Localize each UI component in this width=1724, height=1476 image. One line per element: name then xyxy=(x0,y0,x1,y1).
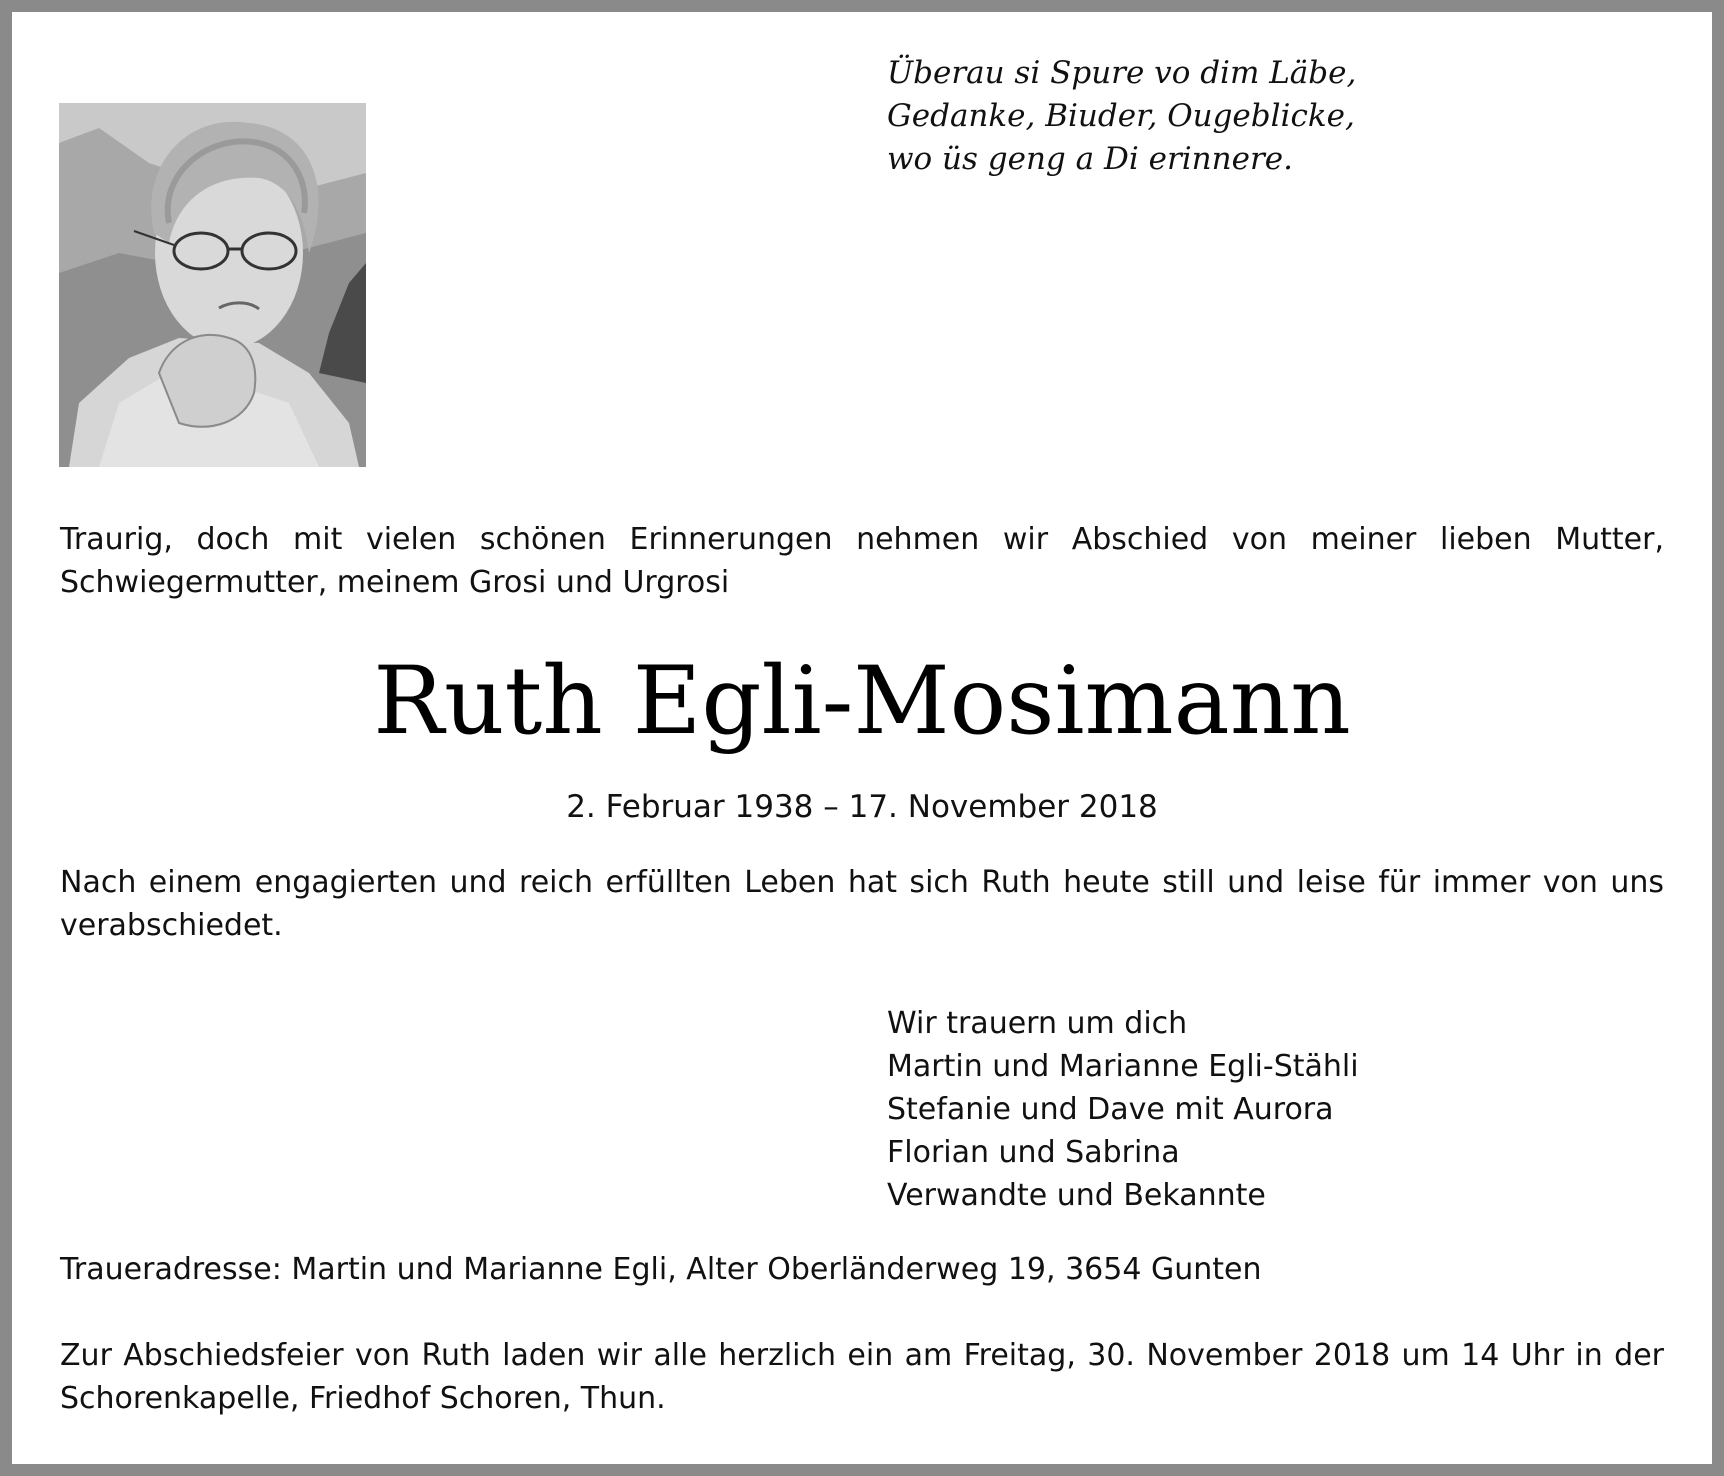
mourner-line: Martin und Marianne Egli-Stähli xyxy=(887,1049,1359,1084)
verse-line: wo üs geng a Di erinnere. xyxy=(887,141,1293,177)
mourner-line: Stefanie und Dave mit Aurora xyxy=(887,1092,1334,1127)
obituary-notice xyxy=(12,12,1712,1464)
verse xyxy=(887,52,1356,181)
verse-line: Überau si Spure vo dim Läbe, xyxy=(887,55,1357,91)
intro-text: Traurig, doch mit vielen schönen Erinnerungen nehmen wir Abschied von meiner lieben Mutter, Schwiegermutter, meinem Grosi und Urgrosi xyxy=(60,522,1664,600)
mourner-line: Wir trauern um dich xyxy=(887,1006,1188,1041)
farewell-text: Nach einem engagierten und reich erfüllten Leben hat sich Ruth heute still und leise für immer von uns verabschiedet. xyxy=(60,865,1664,943)
mourner-line: Florian und Sabrina xyxy=(887,1135,1180,1170)
funeral-invitation: Zur Abschiedsfeier von Ruth laden wir alle herzlich ein am Freitag, 30. November 2018 um 14 Uhr in der Schorenkapelle, Friedhof Schoren, Thun. xyxy=(60,1338,1664,1416)
verse-line: Gedanke, Biuder, Ougeblicke, xyxy=(887,98,1355,134)
mourner-line: Verwandte und Bekannte xyxy=(887,1178,1266,1213)
life-dates: 2. Februar 1938 – 17. November 2018 xyxy=(566,789,1158,825)
portrait-photo xyxy=(59,103,366,467)
mourning-address: Traueradresse: Martin und Marianne Egli, Alter Oberländerweg 19, 3654 Gunten xyxy=(60,1252,1262,1287)
mourners-list xyxy=(887,1002,1359,1217)
deceased-name: Ruth Egli-Mosimann xyxy=(373,647,1351,756)
